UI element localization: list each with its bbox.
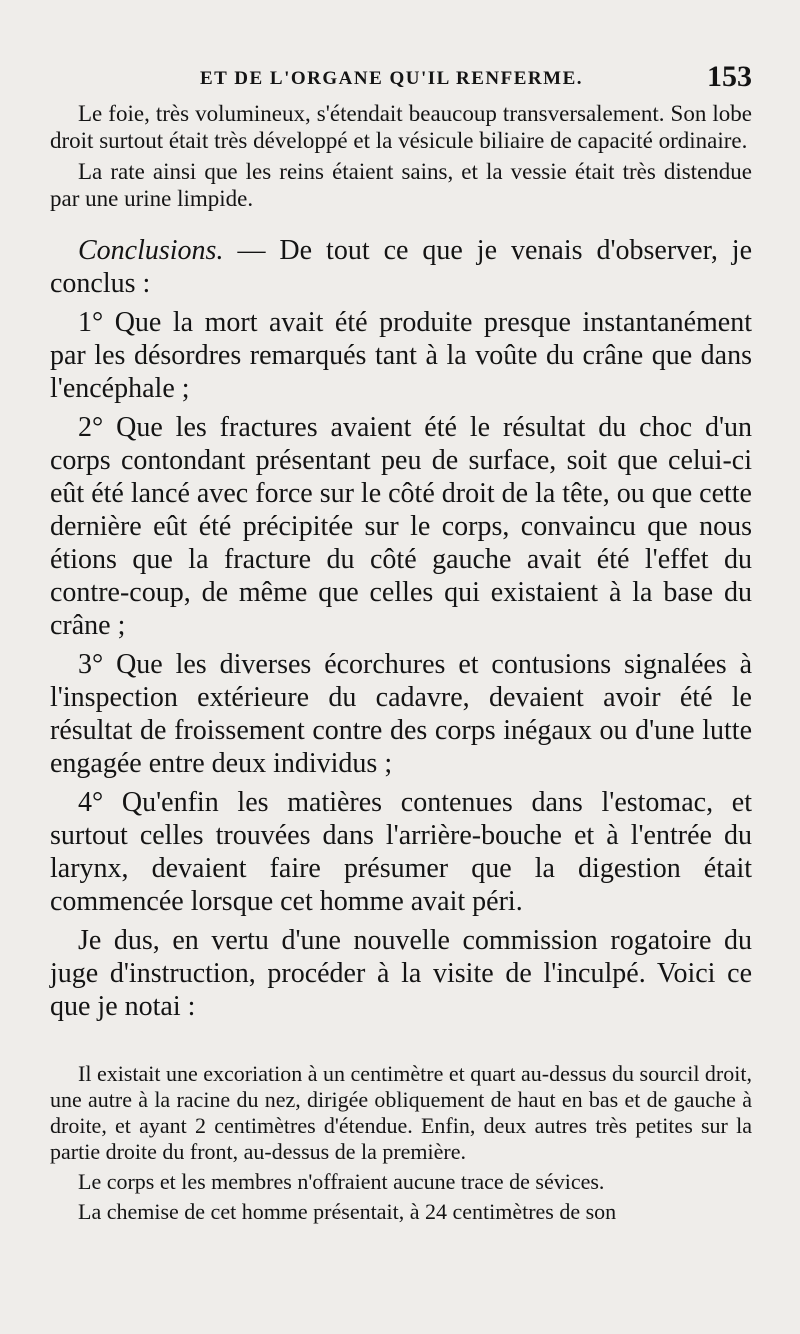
page-header bbox=[50, 60, 752, 100]
paragraph-liver: Le foie, très volumineux, s'étendait beaucoup transversalement. Son lobe droit surtout était très développé et la vésicule biliaire de capacité ordinaire. bbox=[50, 101, 752, 153]
paragraph-spleen: La rate ainsi que les reins étaient sains, et la vessie était très distendue par une urine limpide. bbox=[50, 159, 752, 211]
conclusions-label: Conclusions. bbox=[78, 235, 224, 266]
conclusion-item-4: 4° Qu'enfin les matières contenues dans l'estomac, et surtout celles trouvées dans l'arrière-bouche et à l'entrée du larynx, devaient faire présumer que la digestion était commencée lorsque cet homme avait péri. bbox=[50, 787, 752, 917]
page-number: 153 bbox=[707, 60, 752, 93]
conclusion-item-1: 1° Que la mort avait été produite presque instantanément par les désordres remarqués tant à la voûte du crâne que dans l'encéphale ; bbox=[50, 307, 752, 404]
closing-paragraph: Je dus, en vertu d'une nouvelle commission rogatoire du juge d'instruction, procéder à la visite de l'inculpé. Voici ce que je notai : bbox=[50, 925, 752, 1022]
running-head: ET DE L'ORGANE QU'IL RENFERME. bbox=[200, 68, 584, 89]
conclusion-item-2: 2° Que les fractures avaient été le résultat du choc d'un corps contondant présentant peu de surface, soit que celui-ci eût été lancé avec force sur le côté droit de la tête, ou que cette dernière eût été précipitée sur le corps, convaincu que nous étions que la fracture du côté gauche avait été l'effet du contre-coup, de même que celles qui existaient à la base du crâne ; bbox=[50, 412, 752, 641]
conclusions-intro bbox=[50, 234, 752, 300]
examination-report bbox=[50, 1061, 752, 1225]
report-paragraph-body: Le corps et les membres n'offraient aucune trace de sévices. bbox=[78, 1169, 605, 1194]
report-paragraph-shirt: La chemise de cet homme présentait, à 24 centimètres de son bbox=[78, 1199, 617, 1224]
conclusion-item-3: 3° Que les diverses écorchures et contusions signalées à l'inspection extérieure du cadavre, devaient avoir été le résultat de froissement contre des corps inégaux ou d'une lutte engagée entre deux individus ; bbox=[50, 649, 752, 779]
conclusions-text: — De tout ce que je venais d'observer, je conclus : bbox=[50, 235, 752, 299]
body-text bbox=[50, 100, 752, 1225]
report-paragraph-excoriation: Il existait une excoriation à un centimètre et quart au-dessus du sourcil droit, une autre à la racine du nez, dirigée obliquement de haut en bas et de gauche à droite, et ayant 2 centimètres d'étendue. Enfin, deux autres très petites sur la partie droite du front, au-dessus de la première. bbox=[50, 1061, 752, 1164]
